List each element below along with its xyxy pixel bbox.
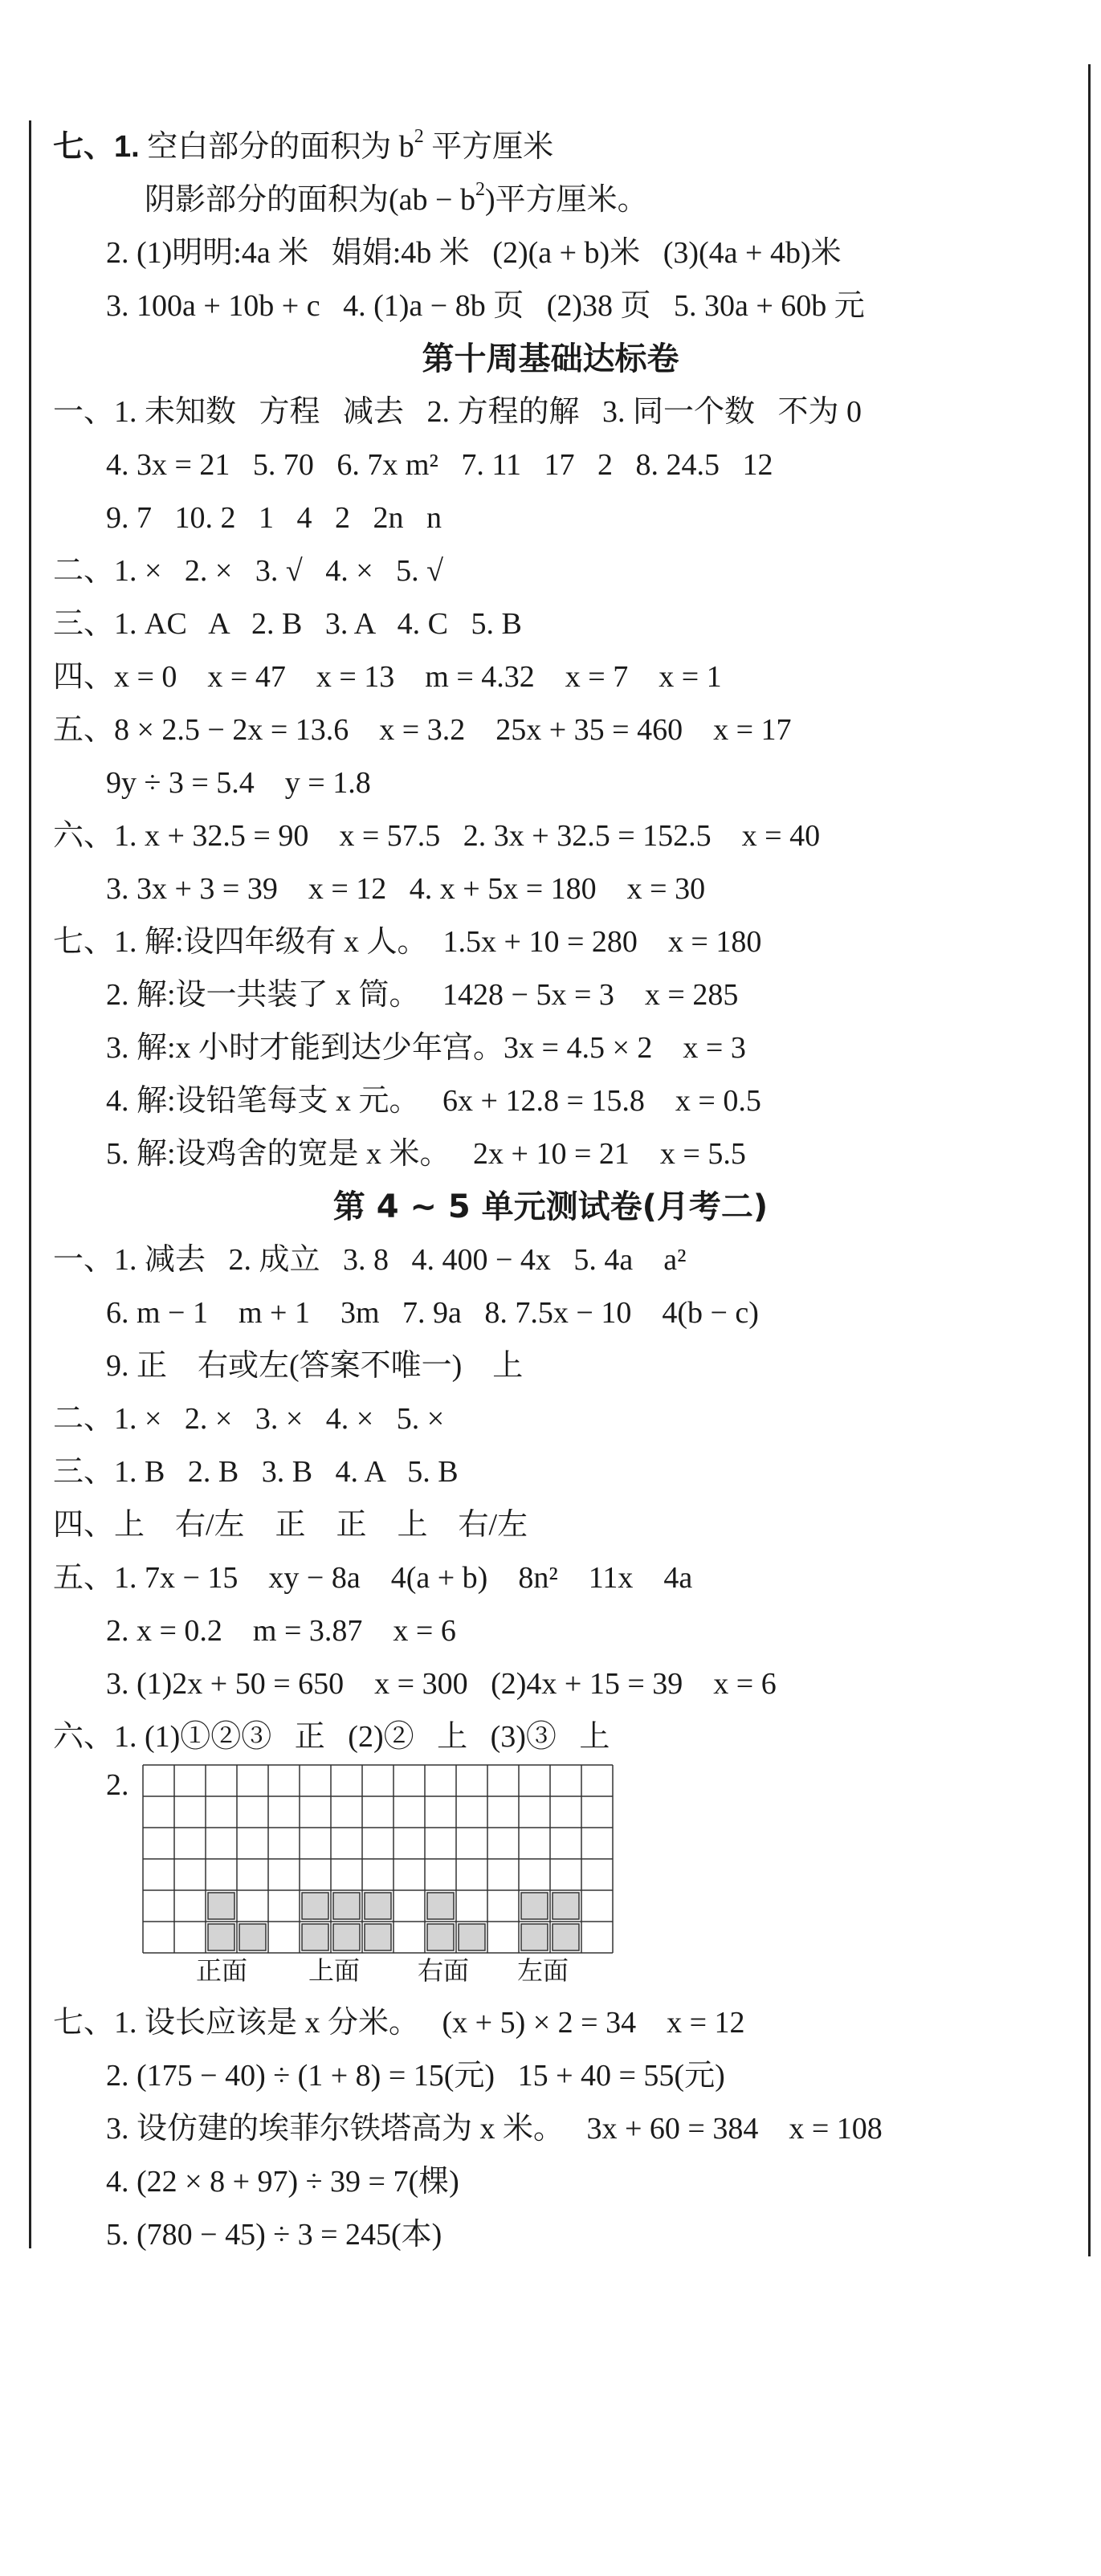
- answer-line: 5. (780 − 45) ÷ 3 = 245(本): [106, 2218, 442, 2252]
- answer-line: 七、1. 解:设四年级有 x 人。 1.5x + 10 = 280 x = 180: [53, 925, 762, 959]
- shaded-cube-face: [302, 1893, 328, 1919]
- answer-line: 一、1. 减去 2. 成立 3. 8 4. 400 − 4x 5. 4a a²: [53, 1243, 687, 1277]
- shaded-cube-face: [333, 1924, 360, 1950]
- shaded-cube-face: [553, 1893, 579, 1919]
- answer-line: 4. 3x = 21 5. 70 6. 7x m² 7. 11 17 2 8. 24.5 12: [106, 448, 773, 482]
- shaded-cube-face: [459, 1924, 485, 1950]
- answer-line: 2. x = 0.2 m = 3.87 x = 6: [106, 1614, 456, 1648]
- answer-line: 5. 解:设鸡舍的宽是 x 米。 2x + 10 = 21 x = 5.5: [106, 1137, 746, 1171]
- shaded-cube-face: [427, 1893, 454, 1919]
- shaded-cube-face: [521, 1924, 548, 1950]
- answer-line: 五、1. 7x − 15 xy − 8a 4(a + b) 8n² 11x 4a: [53, 1561, 693, 1595]
- answer-line: 阴影部分的面积为$(ab - b^2)$平方厘米。: [145, 179, 648, 217]
- answer-line: 2. (175 − 40) ÷ (1 + 8) = 15(元) 15 + 40 = 55(元): [106, 2059, 725, 2093]
- answer-line: 4. 解:设铅笔每支 x 元。 6x + 12.8 = 15.8 x = 0.5: [106, 1084, 761, 1118]
- shaded-cube-face: [333, 1893, 360, 1919]
- answer-line: 三、1. B 2. B 3. B 4. A 5. B: [53, 1455, 459, 1489]
- label-front-view: 正面: [196, 1955, 248, 1986]
- answer-line: 五、8 × 2.5 − 2x = 13.6 x = 3.2 25x + 35 = 460 x = 17: [53, 713, 792, 747]
- answer-line: 二、1. × 2. × 3. √ 4. × 5. √: [53, 554, 444, 588]
- shaded-cube-face: [239, 1924, 266, 1950]
- shaded-cube-face: [208, 1893, 234, 1919]
- answer-line: 六、1. x + 32.5 = 90 x = 57.5 2. 3x + 32.5 = 152.5 x = 40: [53, 819, 821, 853]
- label-top-view: 上面: [308, 1955, 361, 1986]
- right-margin-rule: [1088, 64, 1091, 2256]
- answer-line: 2. (1)明明:4a 米 娟娟:4b 米 (2)(a + b)米 (3)(4a + 4b)米: [106, 236, 842, 270]
- answer-line: 二、1. × 2. × 3. × 4. × 5. ×: [53, 1402, 445, 1436]
- answer-line: 2. 解:设一共装了 x 筒。 1428 − 5x = 3 x = 285: [106, 978, 739, 1012]
- shaded-cube-face: [365, 1924, 391, 1950]
- answer-line: 3. 3x + 3 = 39 x = 12 4. x + 5x = 180 x = 30: [106, 872, 706, 906]
- answer-line: 四、x = 0 x = 47 x = 13 m = 4.32 x = 7 x = 1: [53, 660, 722, 694]
- shaded-cube-face: [553, 1924, 579, 1950]
- answer-line: 9. 7 10. 2 1 4 2 2n n: [106, 501, 442, 535]
- label-right-view: 右面: [418, 1955, 470, 1986]
- answer-line: 一、1. 未知数 方程 减去 2. 方程的解 3. 同一个数 不为 0: [53, 395, 862, 429]
- answer-line: 3. (1)2x + 50 = 650 x = 300 (2)4x + 15 = 39 x = 6: [106, 1667, 777, 1701]
- label-left-view: 左面: [517, 1955, 569, 1986]
- answer-line: 3. 设仿建的埃菲尔铁塔高为 x 米。 3x + 60 = 384 x = 108: [106, 2112, 883, 2146]
- answer-line: 9y ÷ 3 = 5.4 y = 1.8: [106, 766, 371, 800]
- answer-line: 6. m − 1 m + 1 3m 7. 9a 8. 7.5x − 10 4(b − c): [106, 1296, 759, 1330]
- section-title: 第十周基础达标卷: [422, 340, 679, 377]
- answer-line: 七、1. 空白部分的面积为 $b^2$ 平方厘米: [53, 126, 554, 164]
- shaded-cube-face: [208, 1924, 234, 1950]
- answer-line: 3. 100a + 10b + c 4. (1)a − 8b 页 (2)38 页 5. 30a + 60b 元: [106, 289, 865, 323]
- answer-line: 三、1. AC A 2. B 3. A 4. C 5. B: [53, 607, 522, 641]
- section-title: 第 4 ~ 5 单元测试卷(月考二): [332, 1188, 769, 1225]
- answer-line: 3. 解:x 小时才能到达少年宫。3x = 4.5 × 2 x = 3: [106, 1031, 746, 1065]
- shaded-cube-face: [521, 1893, 548, 1919]
- answer-line: 9. 正 右或左(答案不唯一) 上: [106, 1349, 524, 1383]
- shaded-cube-face: [302, 1924, 328, 1950]
- answer-line: 4. (22 × 8 + 97) ÷ 39 = 7(棵): [106, 2165, 459, 2199]
- view-grid-figure: [141, 1763, 614, 1958]
- answer-line: 四、上 右/左 正 正 上 右/左: [53, 1508, 528, 1542]
- answer-line: 2.: [106, 1768, 129, 1802]
- shaded-cube-face: [427, 1924, 454, 1950]
- answer-line: 七、1. 设长应该是 x 分米。 (x + 5) × 2 = 34 x = 12: [53, 2006, 745, 2040]
- shaded-cube-face: [365, 1893, 391, 1919]
- answer-line: 六、1. (1)①②③ 正 (2)② 上 (3)③ 上: [53, 1720, 610, 1754]
- grid-svg: [141, 1763, 614, 1954]
